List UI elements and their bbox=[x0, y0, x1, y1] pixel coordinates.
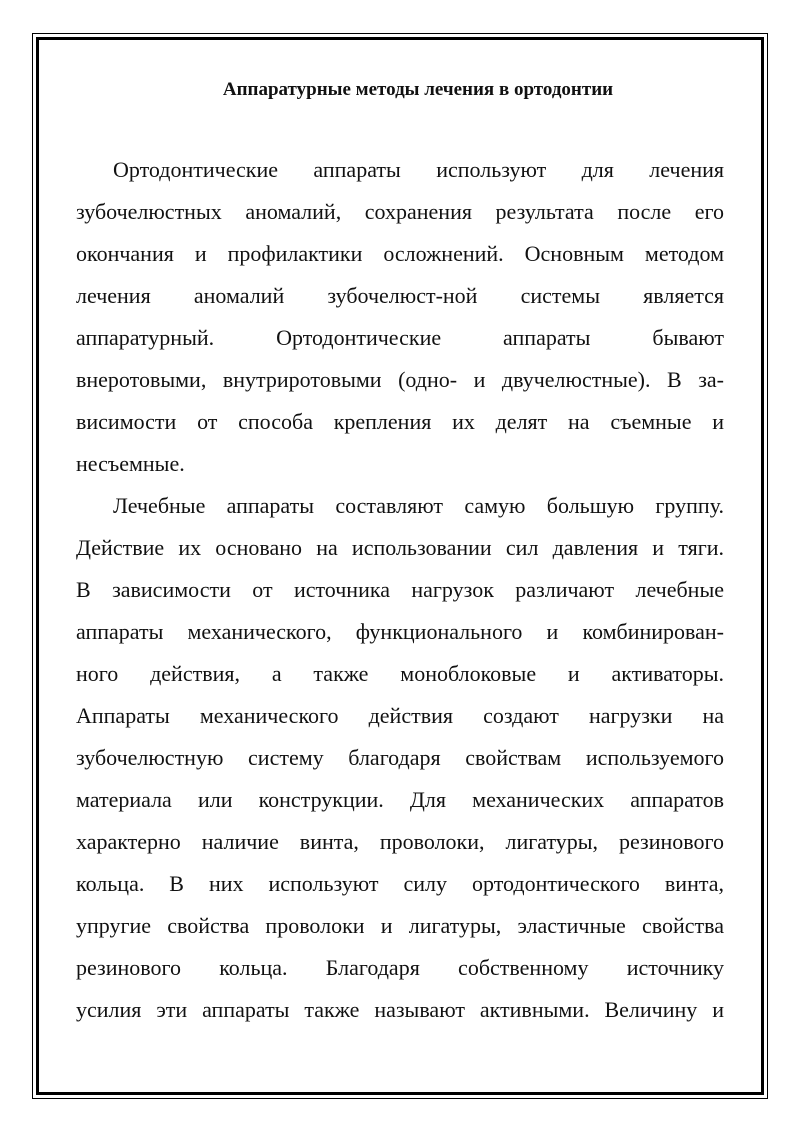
paragraph-2-line-4: аппараты механического, функционального и комбинирован- bbox=[76, 619, 724, 644]
paragraph-2-line-5: ного действия, а также моноблоковые и активаторы. bbox=[76, 661, 724, 686]
paragraph-2-line-9: характерно наличие винта, проволоки, лигатуры, резинового bbox=[76, 829, 724, 854]
paragraph-1-line-7: висимости от способа крепления их делят на съемные и bbox=[76, 409, 724, 434]
document-title: Аппаратурные методы лечения в ортодонтии bbox=[222, 79, 614, 100]
paragraph-2-line-7: зубочелюстную систему благодаря свойствам используемого bbox=[76, 745, 724, 770]
paragraph-1-line-6: внеротовыми, внутриротовыми (одно- и двучелюстные). В за- bbox=[76, 367, 724, 392]
paragraph-1-line-1: Ортодонтические аппараты используют для лечения bbox=[113, 157, 724, 182]
paragraph-1-line-5: аппаратурный. Ортодонтические аппараты бывают bbox=[76, 325, 724, 350]
paragraph-2-line-11: упругие свойства проволоки и лигатуры, эластичные свойства bbox=[76, 913, 724, 938]
paragraph-2-line-10: кольца. В них используют силу ортодонтического винта, bbox=[76, 871, 724, 896]
paragraph-2-line-2: Действие их основано на использовании сил давления и тяги. bbox=[76, 535, 724, 560]
paragraph-2-line-8: материала или конструкции. Для механических аппаратов bbox=[76, 787, 724, 812]
paragraph-2-line-12: резинового кольца. Благодаря собственному источнику bbox=[76, 955, 724, 980]
paragraph-1-line-2: зубочелюстных аномалий, сохранения результата после его bbox=[76, 199, 724, 224]
paragraph-2-line-3: В зависимости от источника нагрузок различают лечебные bbox=[76, 577, 724, 602]
paragraph-1-line-3: окончания и профилактики осложнений. Основным методом bbox=[76, 241, 724, 266]
paragraph-2-line-6: Аппараты механического действия создают нагрузки на bbox=[76, 703, 724, 728]
paragraph-2-line-1: Лечебные аппараты составляют самую большую группу. bbox=[113, 493, 724, 518]
paragraph-1-line-4: лечения аномалий зубочелюст-ной системы является bbox=[76, 283, 724, 308]
paragraph-2-line-13: усилия эти аппараты также называют активными. Величину и bbox=[76, 997, 724, 1022]
paragraph-1-line-8: несъемные. bbox=[76, 451, 185, 476]
